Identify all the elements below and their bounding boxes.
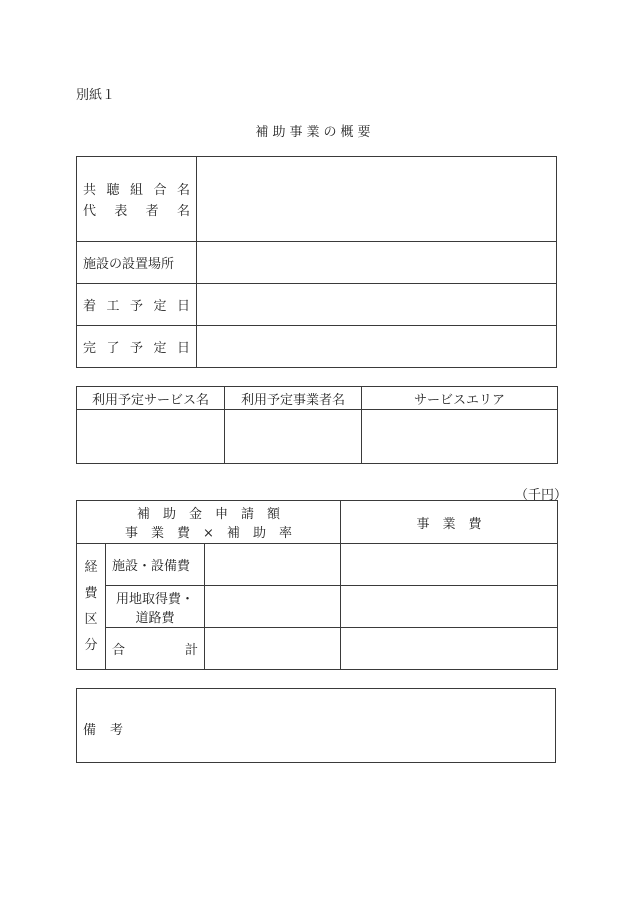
header-project-cost: 事 業 費	[341, 501, 558, 544]
label-facility-location: 施設の設置場所	[77, 242, 197, 284]
label-cell	[77, 157, 197, 242]
label-completion-date: 完 了 予 定 日	[77, 326, 197, 368]
remarks-box[interactable]	[76, 688, 556, 763]
construction-start-value[interactable]	[197, 284, 557, 326]
table-row	[77, 586, 558, 628]
header-subsidy-amount: 補 助 金 申 請 額 事 業 費 × 補 助 率	[77, 501, 341, 544]
table-row	[77, 628, 558, 670]
facility-amount-value[interactable]	[205, 544, 341, 586]
facility-project-cost-value[interactable]	[341, 544, 558, 586]
label-construction-start: 着 工 予 定 日	[77, 284, 197, 326]
completion-date-value[interactable]	[197, 326, 557, 368]
table-row	[77, 544, 558, 586]
label-total: 合 計	[106, 628, 205, 670]
unit-label: （千円）	[515, 488, 568, 503]
table-row	[77, 242, 557, 284]
remarks-label: 備考	[83, 723, 138, 738]
table-row	[77, 284, 557, 326]
expense-category-label: 経 費 区 分	[77, 544, 106, 670]
table-header-row	[77, 501, 558, 544]
document-title: 補助事業の概要	[255, 125, 375, 140]
header-service-name: 利用予定サービス名	[77, 387, 225, 410]
service-name-value[interactable]	[77, 410, 225, 464]
overview-table	[76, 156, 557, 368]
label-land-road: 用地取得費・ 道路費	[106, 586, 205, 628]
union-representative-value[interactable]	[197, 157, 557, 242]
service-area-value[interactable]	[362, 410, 558, 464]
land-project-cost-value[interactable]	[341, 586, 558, 628]
operator-name-value[interactable]	[225, 410, 362, 464]
costs-table	[76, 500, 558, 670]
annex-label: 別紙１	[76, 88, 116, 103]
label-facility-equipment: 施設・設備費	[106, 544, 205, 586]
header-service-area: サービスエリア	[362, 387, 558, 410]
label-representative-name: 代 表 者 名	[83, 204, 190, 219]
table-header-row	[77, 387, 558, 410]
table-row	[77, 326, 557, 368]
table-row	[77, 410, 558, 464]
facility-location-value[interactable]	[197, 242, 557, 284]
header-operator-name: 利用予定事業者名	[225, 387, 362, 410]
table-row	[77, 157, 557, 242]
total-project-cost-value[interactable]	[341, 628, 558, 670]
label-union-name: 共 聴 組 合 名	[83, 183, 190, 198]
services-table	[76, 386, 558, 464]
total-amount-value[interactable]	[205, 628, 341, 670]
land-amount-value[interactable]	[205, 586, 341, 628]
